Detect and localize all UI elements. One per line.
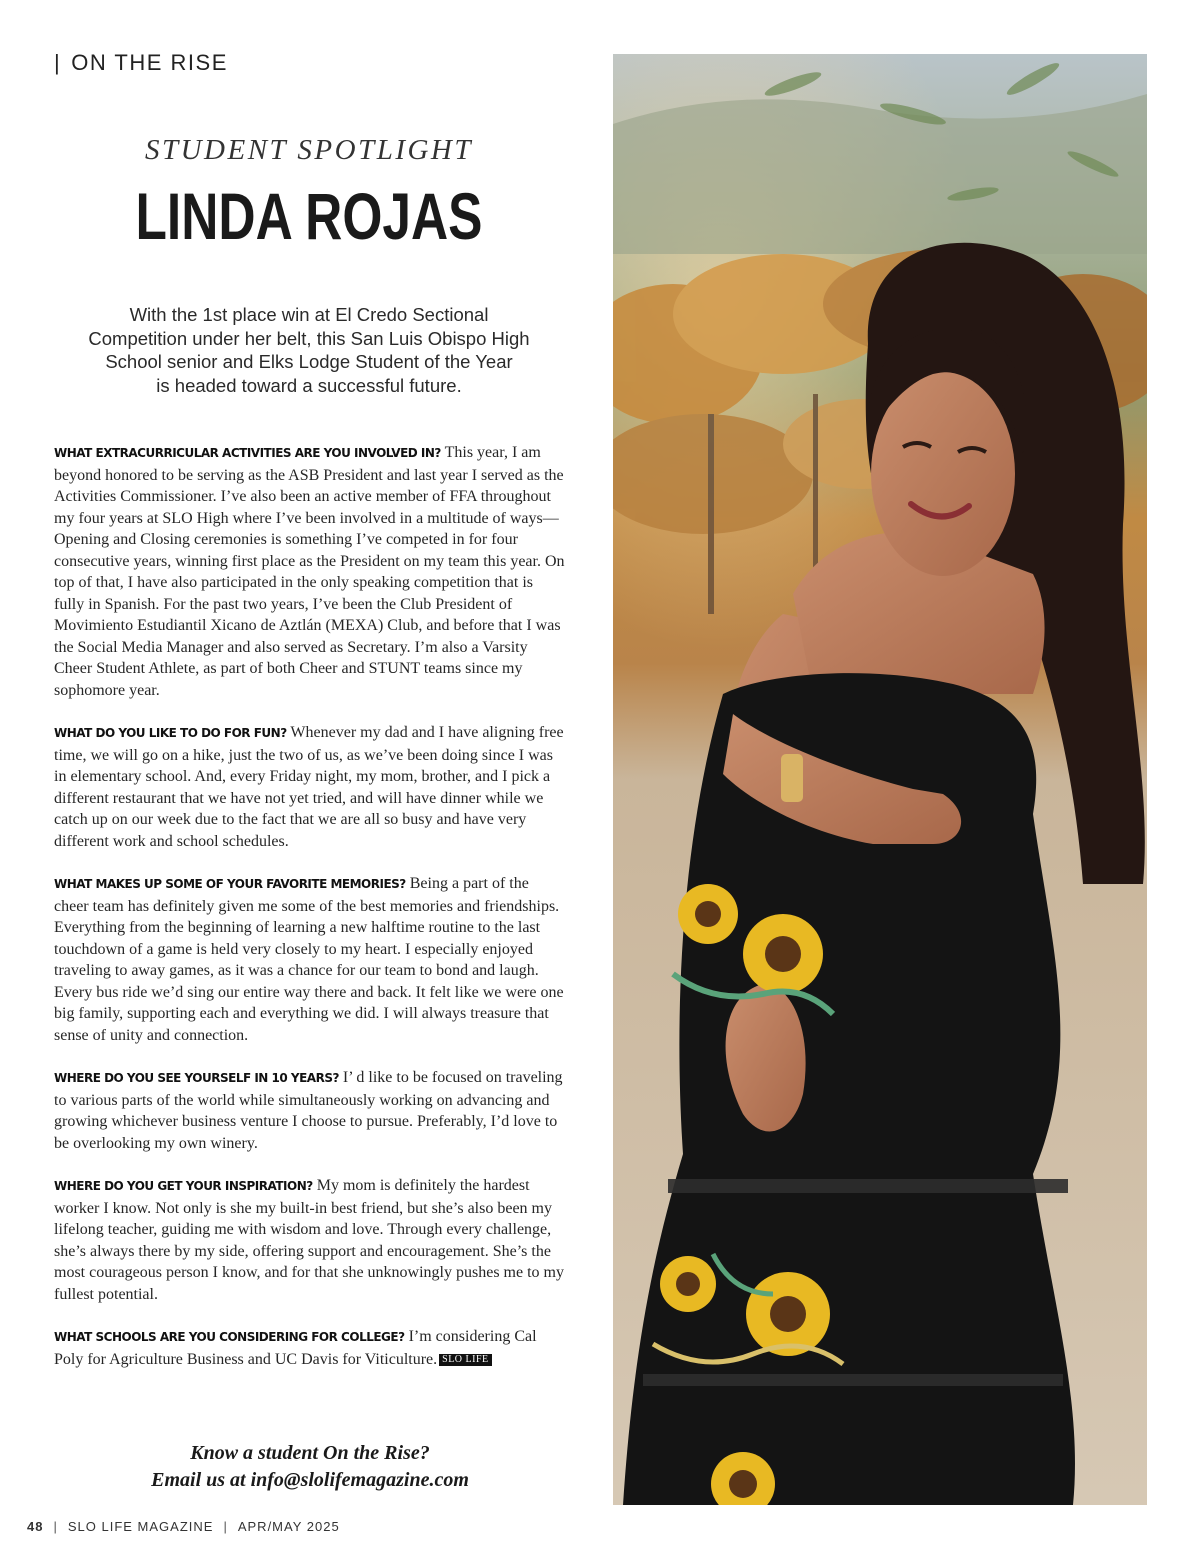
cta-email: Email us at info@slolifemagazine.com [151, 1469, 469, 1491]
qa-answer: My mom is definitely the hardest worker I know. Not only is she my built-in best friend, but she’s also been my lifelong teacher, guiding me with wisdom and love. Through every challenge, she’s always there by my side, offering support and encouragement. She’s the most courageous person I know, and for that she unknowingly pushes me to my fullest potential. [54, 1177, 564, 1303]
page-footer [27, 1519, 340, 1534]
qa-answer: I’ d like to be focused on traveling to various parts of the world while simultaneously working on advancing and growing whichever business venture I choose to pursue. Preferably, I’d love to be overlooking my own winery. [54, 1069, 563, 1152]
page-number: 48 [27, 1519, 44, 1534]
intro-line: School senior and Elks Lodge Student of the Year [105, 351, 513, 372]
qa-answer: Whenever my dad and I have aligning free time, we will go on a hike, just the two of us, as we’ve been doing since I was in elementary school. And, every Friday night, my mom, brother, and I pick a different restaurant that we have not yet tried, and will have dinner while we catch up on our week due to the fact that we are all so busy and have very different work and school schedules. [54, 724, 564, 850]
footer-divider: | [53, 1519, 58, 1534]
section-label: ON THE RISE [71, 50, 228, 75]
kicker-heading: STUDENT SPOTLIGHT [144, 134, 473, 166]
portrait-photo [613, 54, 1147, 1505]
qa-question: WHERE DO YOU GET YOUR INSPIRATION? [54, 1179, 313, 1193]
qa-item [54, 1326, 566, 1370]
intro-line: Competition under her belt, this San Luis Obispo High [88, 327, 530, 349]
call-to-action [54, 1440, 566, 1494]
intro-line: With the 1st place win at El Credo Sectional [129, 304, 489, 325]
issue-date: APR/MAY 2025 [237, 1519, 340, 1534]
cta-line: Know a student On the Rise? [190, 1442, 430, 1464]
qa-question: WHAT DO YOU LIKE TO DO FOR FUN? [54, 726, 287, 740]
bracelet [781, 754, 803, 802]
qa-item [54, 442, 566, 701]
magazine-name: SLO LIFE MAGAZINE [67, 1519, 214, 1534]
intro-deck [54, 303, 564, 397]
qa-question: WHAT MAKES UP SOME OF YOUR FAVORITE MEMORIES? [54, 877, 406, 891]
section-divider: | [54, 50, 62, 75]
qa-item [54, 722, 566, 852]
end-mark-logo: SLO LIFE [439, 1354, 492, 1366]
qa-question: WHAT SCHOOLS ARE YOU CONSIDERING FOR COLLEGE? [54, 1330, 405, 1344]
qa-answer: I’m considering Cal Poly for Agriculture Business and UC Davis for Viticulture. [54, 1328, 537, 1368]
page-title: LINDA ROJAS [135, 179, 483, 253]
footer-divider: | [223, 1519, 228, 1534]
portrait-illustration [613, 54, 1147, 1505]
qa-item [54, 1067, 566, 1154]
qa-item [54, 1175, 566, 1305]
intro-line: is headed toward a successful future. [156, 374, 462, 396]
qa-answer: Being a part of the cheer team has definitely given me some of the best memories and friendships. Everything from the beginning of learning a new halftime routine to the last touchdown of a game is held very closely to my heart. I especially enjoyed traveling to away games, as it was a chance for our team to bond and laugh. Every bus ride we’d sing our entire way there and back. It felt like we were one big family, supporting each and everything we did. I will always treasure that sense of unity and connection. [54, 875, 564, 1044]
qa-item [54, 873, 566, 1046]
qa-section [54, 442, 566, 1391]
qa-question: WHERE DO YOU SEE YOURSELF IN 10 YEARS? [54, 1071, 339, 1085]
qa-answer: This year, I am beyond honored to be serving as the ASB President and last year I served as the Activities Commissioner. I’ve also been an active member of FFA throughout my four years at SLO High where I’ve been involved in a multitude of ways—Opening and Closing ceremonies is something I’ve competed in for four consecutive years, winning first place as the President on my team this year. On top of that, I have also participated in the only speaking competition that is fully in Spanish. For the past two years, I’ve been the Club President of Movimiento Estudiantil Xicano de Aztlán (MEXA) Club, and before that I was the Social Media Manager and also served as Secretary. I’m also a Varsity Cheer Student Athlete, as part of both Cheer and STUNT teams since my sophomore year. [54, 444, 565, 699]
section-tag [54, 50, 228, 76]
qa-question: WHAT EXTRACURRICULAR ACTIVITIES ARE YOU INVOLVED IN? [54, 446, 441, 460]
